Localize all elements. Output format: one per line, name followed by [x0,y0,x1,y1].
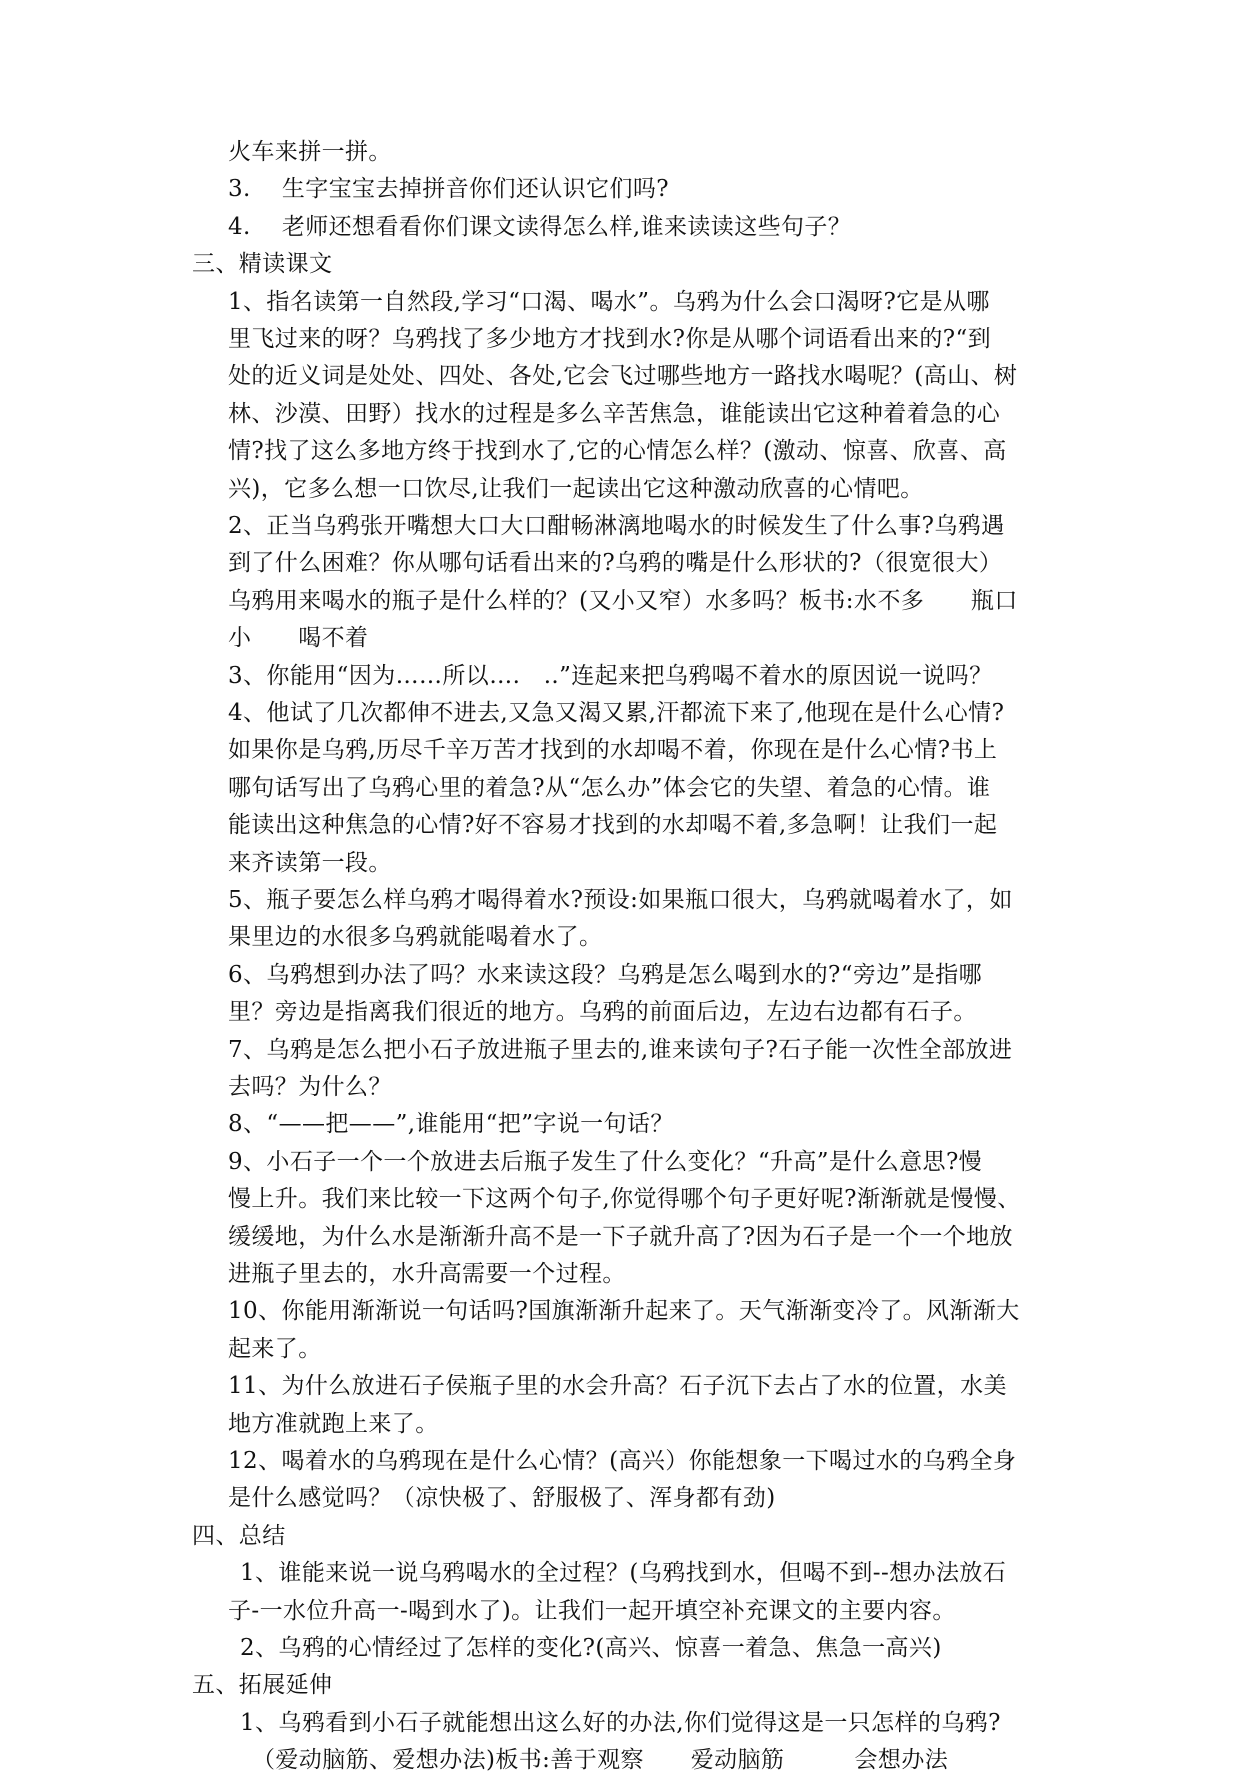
text-line: 12、喝着水的乌鸦现在是什么心情？(高兴）你能想象一下喝过水的乌鸦全身 [228,1448,1017,1474]
text-line: 情?找了这么多地方终于找到水了,它的心情怎么样？(激动、惊喜、欣喜、高 [228,438,1007,464]
text-line: 起来了。 [228,1336,322,1362]
text-line: 兴)，它多么想一口饮尽,让我们一起读出它这种激动欣喜的心情吧。 [228,476,924,502]
text-line: 6、乌鸦想到办法了吗？水来读这段？乌鸦是怎么喝到水的?“旁边”是指哪 [228,962,983,988]
text-line: 4、他试了几次都伸不进去,又急又渴又累,汗都流下来了,他现在是什么心情? [228,700,1005,726]
text-line: 能读出这种焦急的心情?好不容易才找到的水却喝不着,多急啊！让我们一起 [228,812,998,838]
text-line: 里飞过来的呀？乌鸦找了多少地方才找到水?你是从哪个词语看出来的?“到 [228,326,992,352]
text-line: 3、你能用“因为……所以…. ..”连起来把乌鸦喝不着水的原因说一说吗？ [228,663,993,689]
text-line: 1、谁能来说一说乌鸦喝水的全过程？(乌鸦找到水，但喝不到--想办法放石 [240,1560,1007,1586]
text-line: 8、“——把——”,谁能用“把”字说一句话？ [228,1111,674,1137]
text-line: 林、沙漠、田野）找水的过程是多么辛苦焦急，谁能读出它这种着着急的心 [228,401,1001,427]
text-line: 5、瓶子要怎么样乌鸦才喝得着水?预设:如果瓶口很大，乌鸦就喝着水了，如 [228,887,1013,913]
text-line: 来齐读第一段。 [228,850,392,876]
text-line: 到了什么困难？你从哪句话看出来的?乌鸦的嘴是什么形状的?（很宽很大） [228,550,1003,576]
text-line: 1、乌鸦看到小石子就能想出这么好的办法,你们觉得这是一只怎样的乌鸦? [240,1710,1001,1736]
text-line: 缓缓地，为什么水是渐渐升高不是一下子就升高了?因为石子是一个一个地放 [228,1224,1013,1250]
section-heading: 三、精读课文 [192,251,333,277]
text-line: 里？旁边是指离我们很近的地方。乌鸦的前面后边，左边右边都有石子。 [228,999,977,1025]
text-line: 处的近义词是处处、四处、各处,它会飞过哪些地方一路找水喝呢？(高山、树 [228,363,1018,389]
text-line: 9、小石子一个一个放进去后瓶子发生了什么变化？“升高”是什么意思?慢 [228,1149,983,1175]
text-line: 子-一水位升高一-喝到水了)。让我们一起开填空补充课文的主要内容。 [228,1598,956,1624]
text-line: 哪句话写出了乌鸦心里的着急?从“怎么办”体会它的失望、着急的心情。谁 [228,775,991,801]
text-line: 乌鸦用来喝水的瓶子是什么样的？(又小又窄）水多吗？板书:水不多 瓶口 [228,588,1018,614]
text-line: 慢上升。我们来比较一下这两个句子,你觉得哪个句子更好呢?渐渐就是慢慢、 [228,1186,1021,1212]
text-line: 小 喝不着 [228,625,369,651]
text-line: 2、乌鸦的心情经过了怎样的变化?(高兴、惊喜一着急、焦急一高兴) [240,1635,942,1661]
section-heading: 四、总结 [192,1523,286,1549]
text-line: 如果你是乌鸦,历尽千辛万苦才找到的水却喝不着，你现在是什么心情?书上 [228,737,998,763]
section-heading: 五、拓展延伸 [192,1672,333,1698]
text-line: 果里边的水很多乌鸦就能喝着水了。 [228,924,603,950]
text-line: （爱动脑筋、爱想办法)板书:善于观察 爱动脑筋 会想办法 [252,1747,949,1773]
text-line: 3. 生字宝宝去掉拼音你们还认识它们吗? [228,176,669,202]
text-line: 2、正当乌鸦张开嘴想大口大口酣畅淋漓地喝水的时候发生了什么事?乌鸦遇 [228,513,1005,539]
text-line: 进瓶子里去的，水升高需要一个过程。 [228,1261,626,1287]
text-line: 1、指名读第一自然段,学习“口渴、喝水”。乌鸦为什么会口渴呀?它是从哪 [228,289,990,315]
text-line: 火车来拼一拼。 [228,139,392,165]
text-line: 7、乌鸦是怎么把小石子放进瓶子里去的,谁来读句子?石子能一次性全部放进 [228,1037,1013,1063]
text-line: 是什么感觉吗？（凉快极了、舒服极了、浑身都有劲) [228,1485,776,1511]
text-line: 去吗？为什么？ [228,1074,392,1100]
text-line: 11、为什么放进石子侯瓶子里的水会升高？石子沉下去占了水的位置，水美 [228,1373,1007,1399]
text-line: 地方准就跑上来了。 [228,1411,439,1437]
text-line: 10、你能用渐渐说一句话吗?国旗渐渐升起来了。天气渐渐变冷了。风渐渐大 [228,1298,1020,1324]
text-line: 4. 老师还想看看你们课文读得怎么样,谁来读读这些句子？ [228,214,852,240]
